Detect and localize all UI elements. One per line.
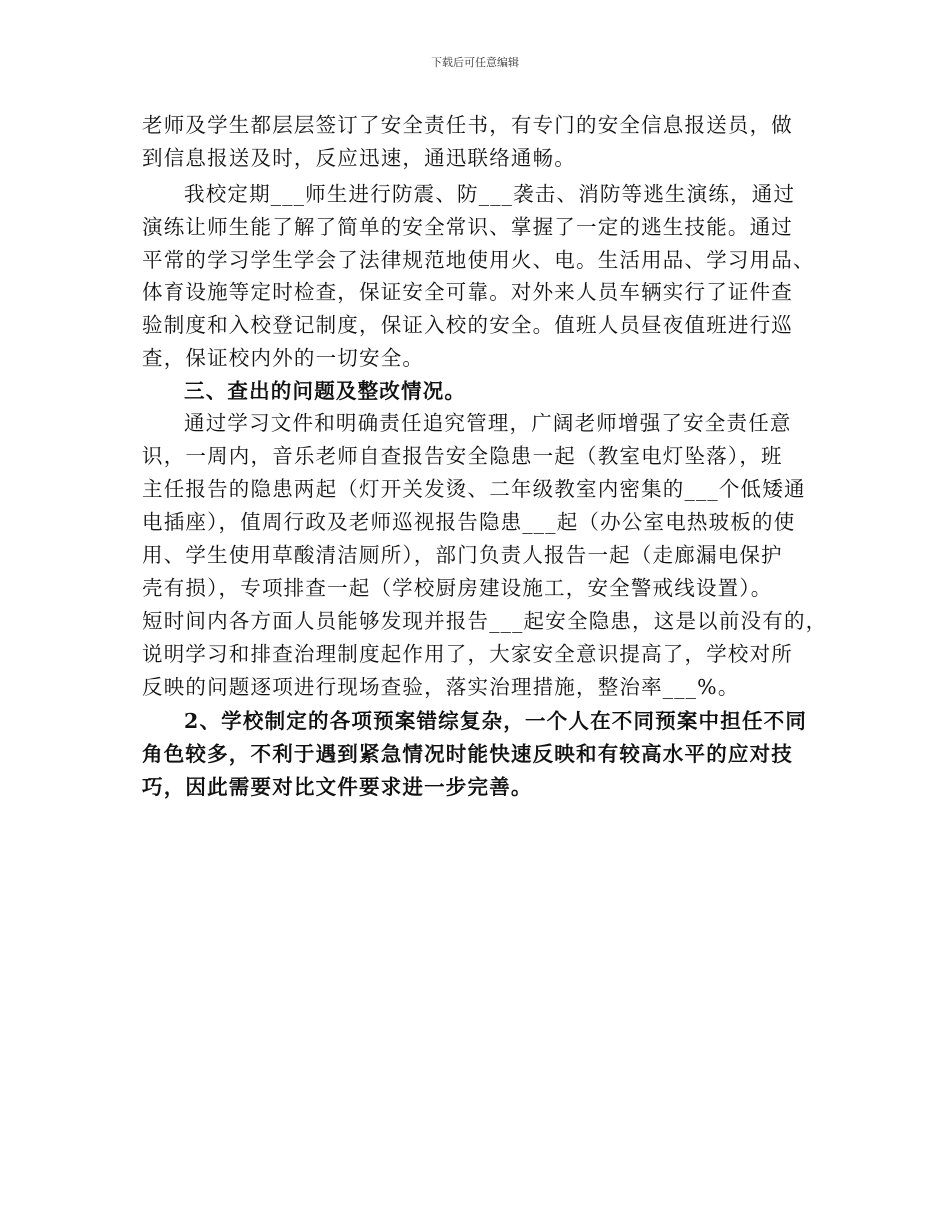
section-heading: 三、查出的问题及整改情况。 — [184, 379, 467, 403]
text-line: 壳有损），专项排查一起（学校厨房建设施工，安全警戒线设置）。 — [142, 576, 773, 600]
text-line: 电插座），值周行政及老师巡视报告隐患___起（办公室电热玻板的使 — [142, 510, 796, 534]
text-line: 查，保证校内外的一切安全。 — [142, 346, 425, 370]
bold-paragraph-line: 角色较多，不利于遇到紧急情况时能快速反映和有较高水平的应对技 — [142, 742, 793, 766]
text-line: 短时间内各方面人员能够发现并报告___起安全隐患，这是以前没有的， — [142, 609, 828, 633]
text-line: 演练让师生能了解了简单的安全常识、掌握了一定的逃生技能。通过 — [142, 215, 793, 239]
text-line: 说明学习和排查治理制度起作用了，大家安全意识提高了，学校对所 — [142, 642, 793, 666]
text-line: 我校定期___师生进行防震、防___袭击、消防等逃生演练，通过 — [184, 182, 796, 206]
page-header: 下载后可任意编辑 — [431, 56, 519, 69]
text-line: 主任报告的隐患两起（灯开关发烫、二年级教室内密集的___个低矮通 — [142, 477, 806, 501]
text-line: 反映的问题逐项进行现场查验，落实治理措施，整治率___%。 — [142, 675, 740, 699]
text-line: 验制度和入校登记制度，保证入校的安全。值班人员昼夜值班进行巡 — [142, 313, 793, 337]
text-line: 通过学习文件和明确责任追究管理，广阔老师增强了安全责任意 — [184, 411, 792, 435]
bold-paragraph-line: 2、学校制定的各项预案错综复杂，一个人在不同预案中担任不同 — [184, 709, 808, 733]
bold-paragraph-line: 巧，因此需要对比文件要求进一步完善。 — [142, 775, 533, 799]
text-line: 用、学生使用草酸清洁厕所），部门负责人报告一起（走廊漏电保护 — [142, 543, 783, 567]
text-line: 老师及学生都层层签订了安全责任书，有专门的安全信息报送员，做 — [142, 113, 793, 137]
text-line: 到信息报送及时，反应迅速，通迅联络通畅。 — [142, 146, 576, 170]
text-line: 识，一周内，音乐老师自查报告安全隐患一起（教室电灯坠落），班 — [142, 444, 783, 468]
text-line: 体育设施等定时检查，保证安全可靠。对外来人员车辆实行了证件查 — [142, 280, 793, 304]
text-line: 平常的学习学生学会了法律规范地使用火、电。生活用品、学习用品、 — [142, 248, 815, 272]
